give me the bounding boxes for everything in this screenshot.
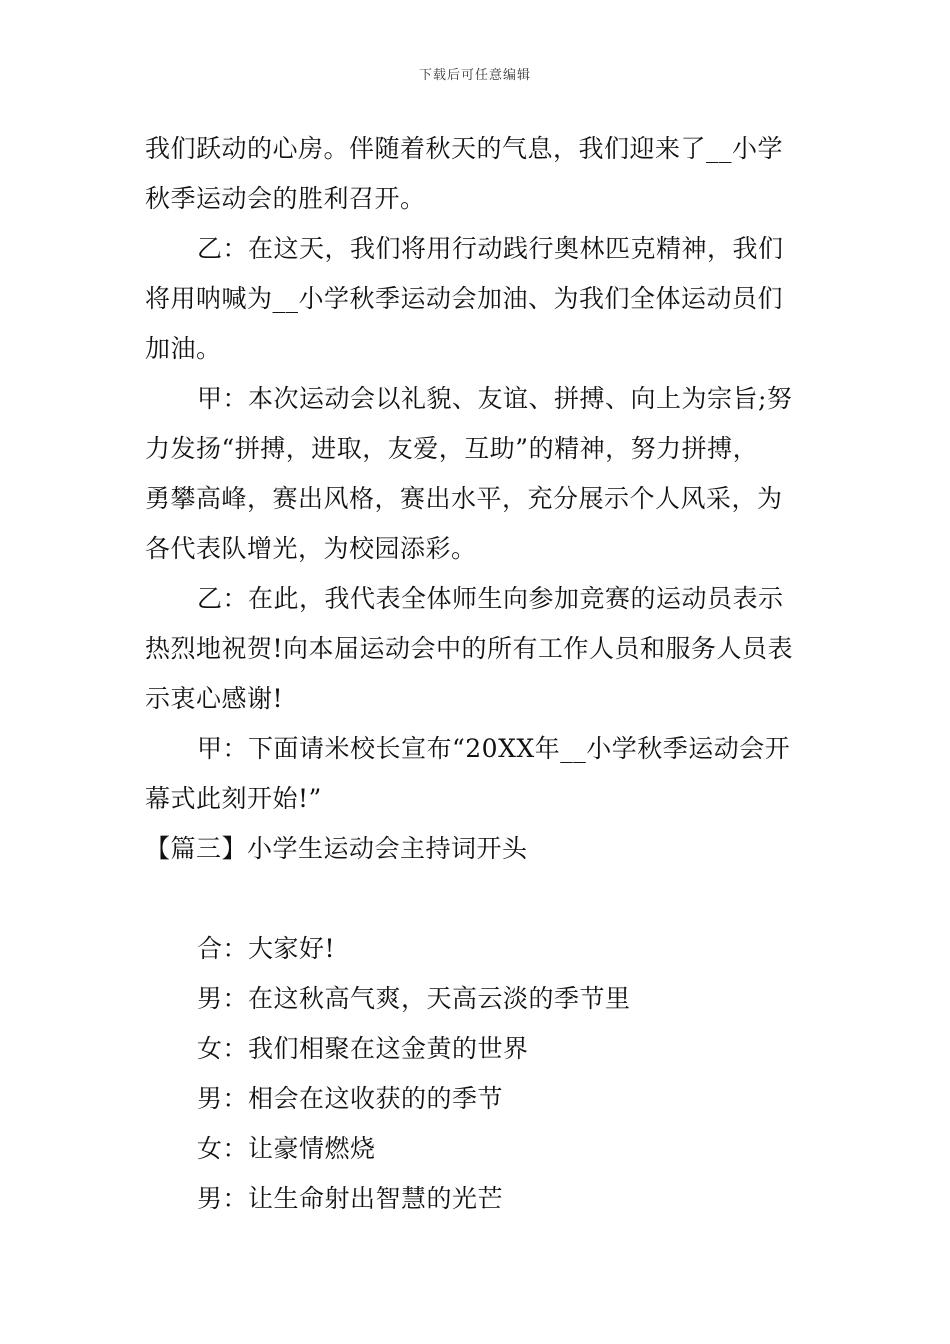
dialogue-line: 甲：下面请米校长宣布“20XX年__小学秋季运动会开: [197, 734, 791, 763]
page-header: 下载后可任意编辑: [418, 68, 531, 83]
dialogue-line: 甲：本次运动会以礼貌、友谊、拼搏、向上为宗旨;努: [197, 384, 793, 413]
section-heading: 【篇三】小学生运动会主持词开头: [145, 834, 528, 863]
text-line: 秋季运动会的胜利召开。: [145, 184, 426, 213]
text-line: 热烈地祝贺!向本届运动会中的所有工作人员和服务人员表: [145, 634, 794, 663]
dialogue-line: 合：大家好!: [197, 934, 336, 963]
text-line: 各代表队增光，为校园添彩。: [145, 534, 477, 563]
text-line: 勇攀高峰，赛出风格，赛出水平，充分展示个人风采，为: [145, 484, 783, 513]
dialogue-line: 女：我们相聚在这金黄的世界: [197, 1034, 529, 1063]
text-line: 将用呐喊为__小学秋季运动会加油、为我们全体运动员们: [145, 284, 784, 313]
dialogue-line: 乙：在这天，我们将用行动践行奥林匹克精神，我们: [197, 234, 784, 263]
text-line: 幕式此刻开始!”: [145, 784, 322, 813]
dialogue-line: 男：让生命射出智慧的光芒: [197, 1184, 504, 1213]
dialogue-line: 男：在这秋高气爽，天高云淡的季节里: [197, 984, 631, 1013]
blank-line: [145, 874, 810, 924]
document-body: [145, 124, 810, 1224]
text-line: 力发扬“拼搏，进取，友爱，互助”的精神，努力拼搏，: [145, 434, 759, 463]
text-line: 我们跃动的心房。伴随着秋天的气息，我们迎来了__小学: [145, 134, 784, 163]
text-line: 示衷心感谢!: [145, 684, 284, 713]
dialogue-line: 女：让豪情燃烧: [197, 1134, 376, 1163]
dialogue-line: 男：相会在这收获的的季节: [197, 1084, 504, 1113]
text-line: 加油。: [145, 334, 222, 363]
dialogue-line: 乙：在此，我代表全体师生向参加竞赛的运动员表示: [197, 584, 784, 613]
